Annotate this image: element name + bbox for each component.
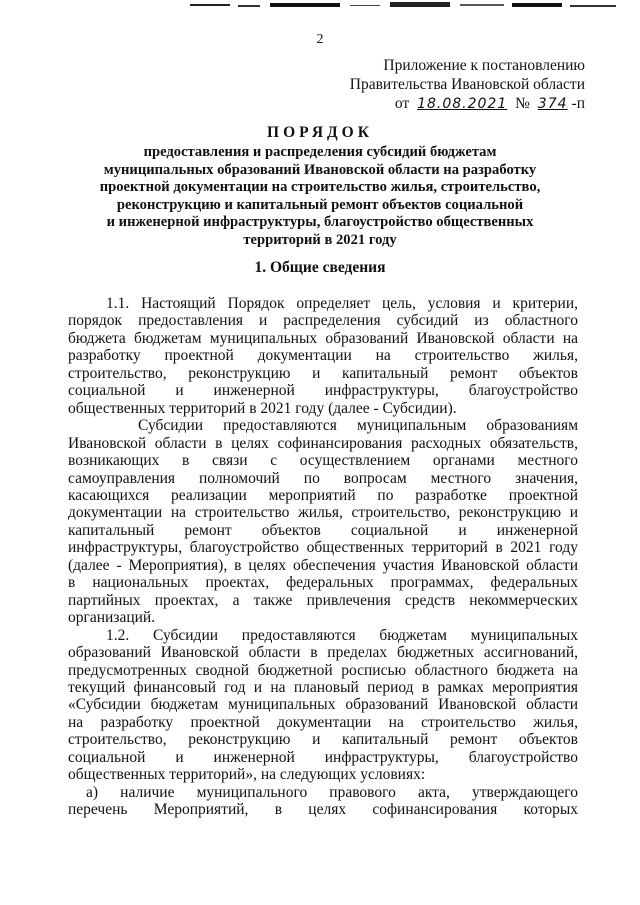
subtitle-line: муниципальных образований Ивановской области на разработку	[103, 161, 537, 178]
page-number: 2	[316, 32, 324, 47]
body-line: Ивановской области в целях софинансирования расходных обязательств,	[68, 434, 578, 452]
body-line: а) наличие муниципального правового акта, утверждающего	[86, 783, 578, 801]
body-line: социальной и инженерной инфраструктуры, благоустройство	[68, 748, 578, 766]
body-line: строительство, реконструкцию и капитальный ремонт объектов	[68, 364, 578, 382]
body-line: 1.1. Настоящий Порядок определяет цель, условия и критерии,	[106, 295, 578, 312]
body-line: социальной и инженерной инфраструктуры, благоустройство	[68, 382, 578, 400]
subtitle-line: проектной документации на строительство жилья, строительство,	[99, 179, 541, 195]
document-body	[68, 295, 578, 819]
body-line: документации на строительство жилья, строительство, реконструкцию и	[68, 504, 578, 522]
body-line: партийных проектах, а также привлечения средств некоммерческих	[68, 591, 578, 609]
document-subtitle	[60, 144, 580, 249]
appendix-line-1: Приложение к постановлению	[383, 57, 585, 74]
body-line: текущий финансовый год и на плановый период в рамках мероприятия	[68, 678, 578, 696]
body-line: Субсидии предоставляются муниципальным образованиям	[138, 417, 578, 435]
body-line: 1.2. Субсидии предоставляются бюджетам муниципальных	[106, 626, 578, 644]
body-line: образований Ивановской области в пределах бюджетных ассигнований,	[68, 644, 578, 662]
body-line: самоуправления полномочий по вопросам местного значения,	[68, 469, 578, 487]
section-title: 1. Общие сведения	[254, 259, 386, 276]
body-line: строительство, реконструкцию и капитальный ремонт объектов	[68, 731, 578, 749]
body-line: перечень Мероприятий, в целях софинансирования которых	[68, 801, 578, 819]
body-line: возникающих в связи с осуществлением органами местного	[68, 452, 578, 470]
number-prefix: №	[515, 95, 530, 112]
handwritten-date: 18.08.2021	[417, 96, 508, 112]
body-line: в национальных проектах, федеральных программах, федеральных	[68, 574, 578, 592]
subtitle-line: и инженерной инфраструктуры, благоустройство общественных	[106, 214, 534, 230]
number-suffix: -п	[571, 95, 585, 112]
handwritten-number: 374	[537, 96, 568, 112]
body-line: бюджета бюджетам муниципальных образований Ивановской области на	[68, 329, 578, 347]
scan-artifact	[190, 0, 620, 10]
body-line: капитальный ремонт объектов социальной и инженерной	[68, 521, 578, 539]
subtitle-line: предоставления и распределения субсидий бюджетам	[143, 144, 497, 160]
body-line: «Субсидии бюджетам муниципальных образований Ивановской области	[68, 696, 578, 714]
body-line: инфраструктуры, благоустройство общественных территорий в 2021 году	[68, 539, 578, 557]
body-line: (далее - Мероприятия), в целях обеспечения участия Ивановской области	[68, 556, 578, 574]
appendix-header	[285, 56, 585, 114]
body-line: организаций.	[68, 609, 156, 627]
body-line: на разработку проектной документации на строительство жилья,	[68, 713, 578, 731]
body-line: предусмотренных сводной бюджетной росписью областного бюджета на	[68, 661, 578, 679]
appendix-date-line	[285, 94, 585, 114]
subtitle-line: территорий в 2021 году	[243, 231, 397, 248]
body-line: общественных территорий в 2021 году (далее - Субсидии).	[68, 399, 457, 417]
body-line: порядок предоставления и распределения субсидий из областного	[68, 312, 578, 330]
document-title: ПОРЯДОК	[267, 124, 373, 141]
appendix-line-2: Правительства Ивановской области	[349, 76, 585, 93]
body-line: касающихся реализации мероприятий по разработке проектной	[68, 486, 578, 504]
date-prefix: от	[394, 95, 410, 112]
subtitle-line: реконструкцию и капитальный ремонт объектов социальной	[116, 196, 524, 213]
body-line: общественных территорий», на следующих условиях:	[68, 766, 426, 784]
body-line: разработку проектной документации на строительство жилья,	[68, 347, 578, 365]
